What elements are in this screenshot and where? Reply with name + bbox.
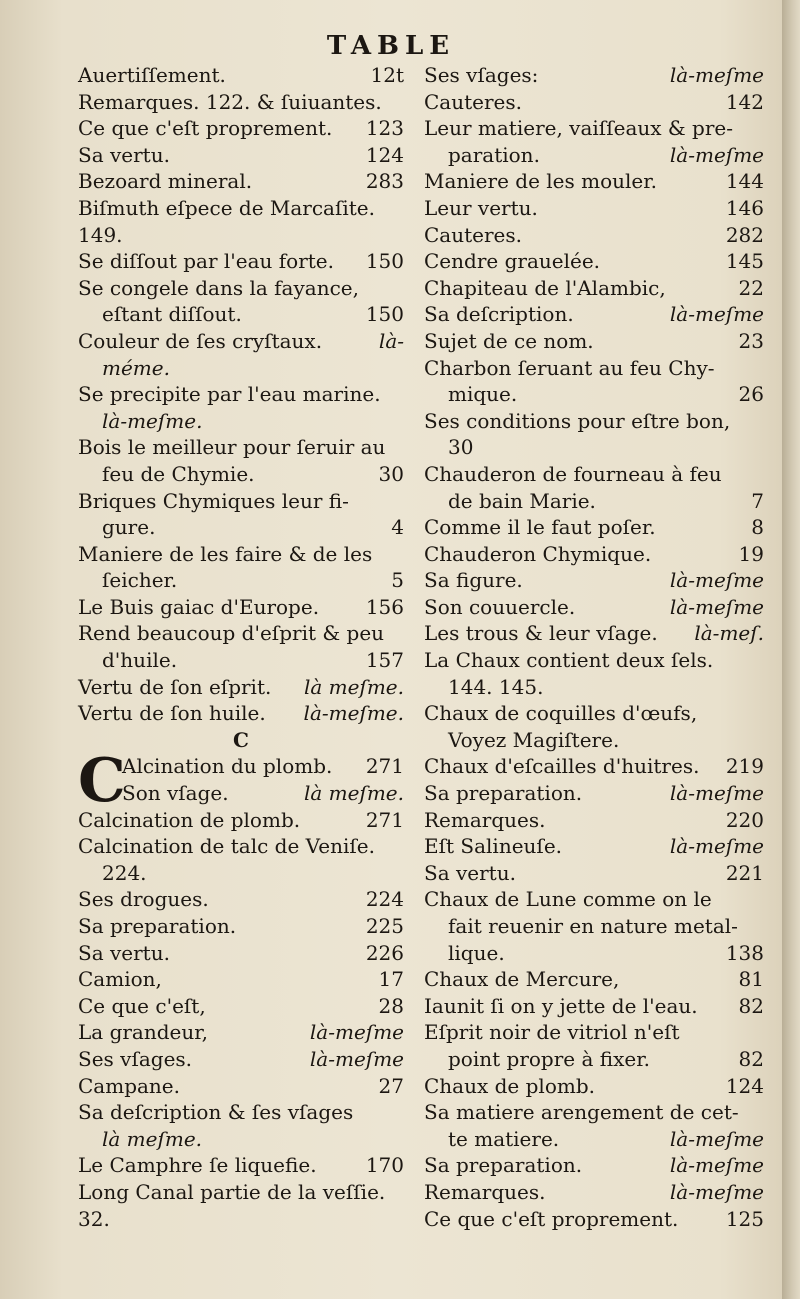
index-entry bbox=[424, 833, 764, 860]
index-entry bbox=[78, 115, 404, 142]
entry-text: Sa deſcription. bbox=[424, 302, 574, 327]
index-entry bbox=[78, 727, 404, 754]
page-edge bbox=[782, 0, 800, 1299]
entry-text: Long Canal partie de la veſſie. bbox=[78, 1179, 386, 1204]
entry-page-ref: là-meſme. bbox=[303, 701, 404, 726]
entry-text: 32. bbox=[78, 1206, 110, 1231]
index-entry bbox=[78, 780, 404, 807]
entry-page-ref: 150 bbox=[365, 249, 404, 274]
index-entry bbox=[78, 1046, 404, 1073]
entry-page-ref: 8 bbox=[751, 515, 764, 540]
index-entry bbox=[78, 860, 404, 887]
entry-text: Sa vertu. bbox=[78, 142, 170, 167]
index-entry bbox=[424, 753, 764, 780]
entry-page-ref: 82 bbox=[738, 993, 764, 1018]
entry-page-ref: là meſme. bbox=[303, 781, 404, 806]
entry-text: Cauteres. bbox=[424, 222, 522, 247]
entry-page-ref: 26 bbox=[738, 382, 764, 407]
entry-text: mique. bbox=[448, 382, 518, 407]
index-entry bbox=[78, 434, 404, 461]
index-entry bbox=[78, 594, 404, 621]
entry-text: Voyez Magiſtere. bbox=[448, 727, 620, 752]
index-entry bbox=[424, 940, 764, 967]
entry-page-ref: là- bbox=[378, 328, 404, 353]
entry-text: Camion, bbox=[78, 967, 162, 992]
index-column-left bbox=[78, 62, 404, 1232]
index-entry bbox=[78, 62, 404, 89]
index-entry bbox=[78, 647, 404, 674]
entry-text: 149. bbox=[78, 222, 123, 247]
entry-text: Maniere de les mouler. bbox=[424, 169, 657, 194]
entry-text: Bezoard mineral. bbox=[78, 169, 253, 194]
index-entry bbox=[78, 966, 404, 993]
page-title: TABLE bbox=[326, 31, 456, 61]
entry-text: Alcination du plomb. bbox=[122, 754, 333, 779]
index-entry bbox=[424, 461, 764, 488]
entry-text: 30 bbox=[448, 435, 474, 460]
entry-page-ref: 170 bbox=[365, 1153, 404, 1178]
entry-text: Sa vertu. bbox=[424, 860, 516, 885]
entry-page-ref: 7 bbox=[751, 488, 764, 513]
entry-text: Chauderon Chymique. bbox=[424, 541, 652, 566]
index-entry bbox=[78, 1099, 404, 1126]
entry-page-ref: 282 bbox=[725, 222, 764, 247]
index-entry bbox=[78, 488, 404, 515]
entry-text: Remarques. bbox=[424, 807, 546, 832]
entry-page-ref: 146 bbox=[725, 195, 764, 220]
entry-text: Vertu de ſon huile. bbox=[78, 701, 266, 726]
index-entry bbox=[424, 434, 764, 461]
entry-page-ref: là-meſme bbox=[669, 142, 764, 167]
index-entry bbox=[78, 993, 404, 1020]
entry-page-ref: 226 bbox=[365, 940, 404, 965]
entry-text: La grandeur, bbox=[78, 1020, 208, 1045]
entry-text: Sa preparation. bbox=[78, 914, 237, 938]
index-entry bbox=[424, 966, 764, 993]
entry-text: Sa preparation. bbox=[424, 781, 583, 806]
index-entry bbox=[78, 1126, 404, 1153]
index-entry bbox=[78, 514, 404, 541]
entry-page-ref: là-meſme bbox=[669, 781, 764, 806]
entry-text: 224. bbox=[102, 860, 147, 885]
entry-text: Briques Chymiques leur fi- bbox=[78, 488, 349, 513]
entry-text: Leur matiere, vaiſſeaux & pre- bbox=[424, 116, 734, 141]
entry-text: Ses vſages. bbox=[78, 1046, 193, 1071]
entry-page-ref: là-meſme bbox=[669, 63, 764, 87]
entry-text: Cendre grauelée. bbox=[424, 249, 601, 274]
entry-page-ref: 23 bbox=[738, 328, 764, 353]
index-entry bbox=[78, 1073, 404, 1100]
entry-page-ref: 30 bbox=[378, 461, 404, 486]
index-entry bbox=[78, 222, 404, 249]
entry-text: Son vſage. bbox=[122, 781, 229, 806]
index-entry bbox=[78, 1152, 404, 1179]
entry-text: Chaux de plomb. bbox=[424, 1073, 595, 1098]
entry-text: eſtant diſſout. bbox=[102, 302, 242, 327]
entry-page-ref: 220 bbox=[725, 807, 764, 832]
entry-page-ref: 156 bbox=[365, 594, 404, 619]
entry-text: Calcination de talc de Veniſe. bbox=[78, 834, 375, 859]
entry-page-ref: 219 bbox=[725, 754, 764, 779]
entry-text: Biſmuth eſpece de Marcaſite. bbox=[78, 195, 376, 220]
index-entry bbox=[78, 940, 404, 967]
entry-page-ref: 27 bbox=[378, 1073, 404, 1098]
index-entry bbox=[424, 488, 764, 515]
entry-text: 144. 145. bbox=[448, 674, 544, 699]
entry-text: Le Camphre ſe liquefie. bbox=[78, 1153, 317, 1178]
index-entry bbox=[78, 1179, 404, 1206]
entry-text: ſeicher. bbox=[102, 568, 178, 593]
index-entry bbox=[78, 1206, 404, 1233]
entry-text: point propre à fixer. bbox=[448, 1046, 650, 1071]
entry-text: Ce que c'eſt proprement. bbox=[78, 116, 333, 141]
index-entry bbox=[78, 301, 404, 328]
index-entry bbox=[424, 620, 764, 647]
entry-text: Auertiſſement. bbox=[78, 63, 226, 87]
index-entry bbox=[424, 993, 764, 1020]
index-entry bbox=[78, 248, 404, 275]
entry-page-ref: 17 bbox=[378, 967, 404, 992]
entry-text: feu de Chymie. bbox=[102, 461, 255, 486]
entry-page-ref: 22 bbox=[738, 275, 764, 300]
entry-text: te matiere. bbox=[448, 1126, 560, 1151]
entry-text: là-meſme. bbox=[102, 408, 203, 433]
index-entry bbox=[424, 275, 764, 302]
index-entry bbox=[424, 408, 764, 435]
entry-page-ref: 142 bbox=[725, 89, 764, 114]
entry-page-ref: 125 bbox=[725, 1206, 764, 1231]
entry-page-ref: 150 bbox=[365, 302, 404, 327]
entry-text: Le Buis gaiac d'Europe. bbox=[78, 594, 320, 619]
entry-text: Rend beaucoup d'eſprit & peu bbox=[78, 621, 385, 646]
entry-text: Se congele dans la fayance, bbox=[78, 275, 359, 300]
entry-text: Son couuercle. bbox=[424, 594, 576, 619]
entry-text: méme. bbox=[102, 355, 170, 380]
index-entry bbox=[424, 647, 764, 674]
index-entry bbox=[78, 1019, 404, 1046]
index-entry bbox=[424, 674, 764, 701]
entry-page-ref: 81 bbox=[738, 967, 764, 992]
entry-page-ref: 224 bbox=[365, 887, 404, 912]
entry-text: Iaunit ſi on y jette de l'eau. bbox=[424, 993, 698, 1018]
index-entry bbox=[78, 195, 404, 222]
index-entry bbox=[78, 408, 404, 435]
index-entry bbox=[78, 913, 404, 940]
entry-text: Les trous & leur vſage. bbox=[424, 621, 658, 646]
entry-page-ref: 124 bbox=[725, 1073, 764, 1098]
index-entry bbox=[78, 275, 404, 302]
index-entry bbox=[78, 567, 404, 594]
entry-text: Eſprit noir de vitriol n'eſt bbox=[424, 1020, 680, 1045]
entry-text: Sa figure. bbox=[424, 568, 523, 593]
entry-text: Ses drogues. bbox=[78, 887, 209, 912]
index-entry bbox=[78, 833, 404, 860]
entry-text: de bain Marie. bbox=[448, 488, 596, 513]
entry-text: Sa preparation. bbox=[424, 1153, 583, 1178]
entry-text: Charbon ſeruant au feu Chy- bbox=[424, 355, 715, 380]
entry-page-ref: 145 bbox=[725, 249, 764, 274]
entry-text: Se diſſout par l'eau forte. bbox=[78, 249, 334, 274]
entry-text: Ce que c'eſt, bbox=[78, 993, 206, 1018]
entry-page-ref: là-meſme bbox=[669, 1126, 764, 1151]
index-entry bbox=[424, 142, 764, 169]
entry-page-ref: là-meſme bbox=[669, 834, 764, 859]
index-entry bbox=[78, 355, 404, 382]
entry-page-ref: là-meſme bbox=[669, 568, 764, 593]
entry-text: Ce que c'eſt proprement. bbox=[424, 1206, 679, 1231]
entry-text: Ses conditions pour eſtre bon, bbox=[424, 408, 731, 433]
entry-text: Calcination de plomb. bbox=[78, 807, 301, 832]
entry-page-ref: 5 bbox=[391, 568, 404, 593]
entry-text: Vertu de ſon eſprit. bbox=[78, 674, 272, 699]
entry-text: Campane. bbox=[78, 1073, 180, 1098]
entry-text: Sa vertu. bbox=[78, 940, 170, 965]
index-entry bbox=[424, 541, 764, 568]
entry-page-ref: 271 bbox=[365, 754, 404, 779]
entry-text: Remarques. 122. & ſuiuantes. bbox=[78, 89, 382, 114]
entry-text: Maniere de les faire & de les bbox=[78, 541, 373, 566]
entry-page-ref: 82 bbox=[738, 1046, 764, 1071]
entry-text: Ses vſages: bbox=[424, 63, 539, 87]
index-entry bbox=[424, 1179, 764, 1206]
index-entry bbox=[78, 886, 404, 913]
index-entry bbox=[424, 222, 764, 249]
index-entry bbox=[424, 1206, 764, 1233]
entry-page-ref: 123 bbox=[365, 116, 404, 141]
index-entry bbox=[424, 860, 764, 887]
index-entry bbox=[424, 1126, 764, 1153]
entry-page-ref: là-meſme bbox=[669, 1179, 764, 1204]
entry-page-ref: là-meſme bbox=[669, 594, 764, 619]
entry-page-ref: 157 bbox=[365, 648, 404, 673]
entry-text: lique. bbox=[448, 940, 505, 965]
entry-page-ref: 271 bbox=[365, 807, 404, 832]
entry-text: C bbox=[233, 727, 249, 752]
entry-text: Couleur de ſes cryſtaux. bbox=[78, 328, 323, 353]
index-entry bbox=[78, 142, 404, 169]
entry-text: Chapiteau de l'Alambic, bbox=[424, 275, 666, 300]
entry-text: Chaux de Lune comme on le bbox=[424, 887, 712, 912]
entry-text: Sujet de ce nom. bbox=[424, 328, 594, 353]
entry-text: Sa matiere arengement de cet- bbox=[424, 1100, 739, 1125]
entry-page-ref: 138 bbox=[725, 940, 764, 965]
entry-text: Remarques. bbox=[424, 1179, 546, 1204]
entry-text: Sa deſcription & ſes vſages bbox=[78, 1100, 354, 1125]
entry-text: La Chaux contient deux ſels. bbox=[424, 648, 714, 673]
entry-text: Comme il le faut poſer. bbox=[424, 515, 656, 540]
index-entry bbox=[424, 1046, 764, 1073]
entry-text: Cauteres. bbox=[424, 89, 522, 114]
index-entry bbox=[424, 381, 764, 408]
entry-page-ref: là-meſme bbox=[309, 1046, 404, 1071]
entry-text: Bois le meilleur pour ſeruir au bbox=[78, 435, 386, 460]
entry-text: d'huile. bbox=[102, 648, 178, 673]
index-entry bbox=[424, 328, 764, 355]
index-entry bbox=[424, 567, 764, 594]
index-entry bbox=[424, 115, 764, 142]
entry-page-ref: 12t bbox=[370, 63, 404, 87]
index-entry bbox=[78, 461, 404, 488]
index-entry bbox=[78, 807, 404, 834]
entry-text: gure. bbox=[102, 515, 156, 540]
index-entry bbox=[424, 248, 764, 275]
entry-text: Se precipite par l'eau marine. bbox=[78, 382, 381, 407]
index-entry bbox=[424, 168, 764, 195]
entry-page-ref: 124 bbox=[365, 142, 404, 167]
entry-page-ref: 283 bbox=[365, 169, 404, 194]
index-entry bbox=[424, 89, 764, 116]
index-entry bbox=[424, 700, 764, 727]
index-entry bbox=[424, 886, 764, 913]
entry-page-ref: 19 bbox=[738, 541, 764, 566]
entry-text: Chauderon de fourneau à feu bbox=[424, 461, 722, 486]
entry-page-ref: 221 bbox=[725, 860, 764, 885]
index-entry bbox=[424, 1073, 764, 1100]
entry-text: fait reuenir en nature metal- bbox=[448, 914, 738, 938]
entry-text: Eſt Salineuſe. bbox=[424, 834, 563, 859]
index-entry bbox=[78, 328, 404, 355]
index-entry bbox=[424, 355, 764, 382]
entry-page-ref: là meſme. bbox=[303, 674, 404, 699]
index-entry bbox=[78, 541, 404, 568]
entry-page-ref: 28 bbox=[378, 993, 404, 1018]
index-entry bbox=[424, 807, 764, 834]
entry-text: paration. bbox=[448, 142, 540, 167]
index-entry bbox=[424, 1099, 764, 1126]
index-column-right bbox=[424, 62, 764, 1232]
index-entry bbox=[424, 514, 764, 541]
index-entry bbox=[424, 1152, 764, 1179]
entry-page-ref: là-meſme bbox=[669, 1153, 764, 1178]
index-entry bbox=[78, 89, 404, 116]
index-entry bbox=[424, 727, 764, 754]
index-entry bbox=[78, 674, 404, 701]
entry-page-ref: là-meſ. bbox=[694, 621, 764, 646]
drop-cap-letter: C bbox=[78, 746, 126, 817]
index-entry bbox=[424, 780, 764, 807]
index-entry bbox=[424, 301, 764, 328]
entry-page-ref: là-meſme bbox=[669, 302, 764, 327]
index-entry bbox=[424, 594, 764, 621]
index-entry bbox=[424, 62, 764, 89]
index-entry bbox=[78, 168, 404, 195]
entry-page-ref: 4 bbox=[391, 515, 404, 540]
entry-text: Leur vertu. bbox=[424, 195, 538, 220]
entry-text: là meſme. bbox=[102, 1126, 203, 1151]
index-entry bbox=[424, 913, 764, 940]
entry-text: Chaux de coquilles d'œufs, bbox=[424, 701, 698, 726]
entry-text: Chaux de Mercure, bbox=[424, 967, 620, 992]
index-entry bbox=[78, 381, 404, 408]
entry-page-ref: là-meſme bbox=[309, 1020, 404, 1045]
entry-page-ref: 144 bbox=[725, 169, 764, 194]
index-entry bbox=[78, 700, 404, 727]
index-entry bbox=[78, 620, 404, 647]
entry-text: Chaux d'eſcailles d'huitres. bbox=[424, 754, 700, 779]
entry-page-ref: 225 bbox=[365, 914, 404, 938]
index-entry bbox=[424, 1019, 764, 1046]
index-entry bbox=[424, 195, 764, 222]
